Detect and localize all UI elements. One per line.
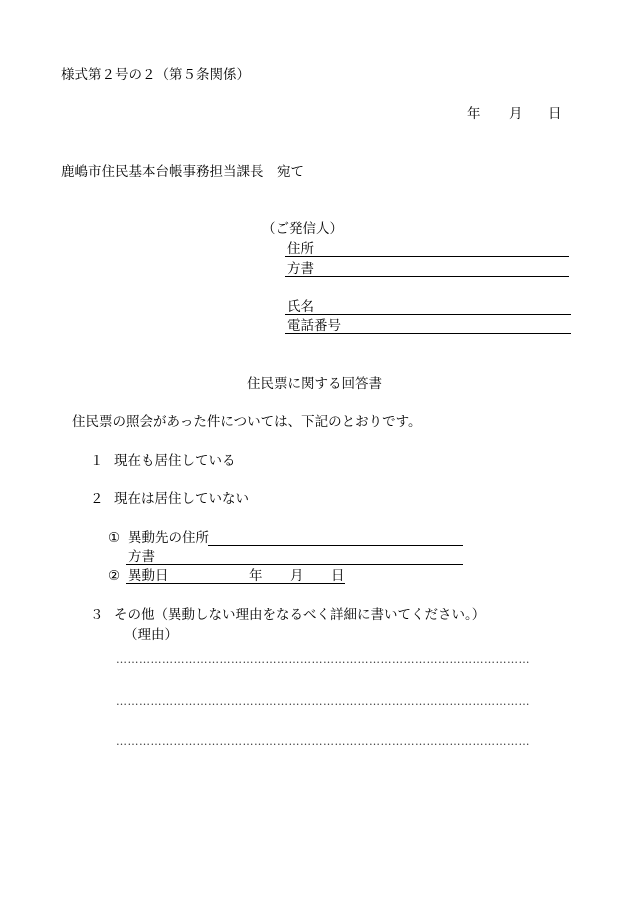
move-date-day-label: 日 <box>331 568 345 584</box>
item2-sub1-marker: ① <box>108 530 121 546</box>
reason-dotted-line-1[interactable]: ……………………………………………………………………………………………… <box>116 653 530 666</box>
new-care-of-line[interactable] <box>126 564 463 565</box>
sender-care-of-label: 方書 <box>287 261 314 277</box>
reason-label: （理由） <box>124 627 178 643</box>
item2-number: ２ <box>90 491 104 507</box>
date-day-label: 日 <box>548 106 562 122</box>
reason-dotted-line-3[interactable]: ……………………………………………………………………………………………… <box>116 735 530 748</box>
intro-text: 住民票の照会があった件については、下記のとおりです。 <box>72 414 422 430</box>
reason-dotted-line-2[interactable]: ……………………………………………………………………………………………… <box>116 695 530 708</box>
sender-name-line[interactable] <box>285 314 571 315</box>
sender-address-line[interactable] <box>285 256 569 257</box>
sender-phone-line[interactable] <box>285 333 571 334</box>
date-month-label: 月 <box>509 106 523 122</box>
sender-address-label: 住所 <box>287 241 314 257</box>
move-date-line[interactable] <box>126 583 345 584</box>
item1-number: １ <box>90 453 104 469</box>
item1-text: 現在も居住している <box>114 453 236 469</box>
move-date-month-label: 月 <box>290 568 304 584</box>
sender-phone-label: 電話番号 <box>287 318 341 334</box>
addressee: 鹿嶋市住民基本台帳事務担当課長 宛て <box>61 164 304 180</box>
item2-text: 現在は居住していない <box>114 491 249 507</box>
document-title: 住民票に関する回答書 <box>247 376 382 392</box>
sender-name-label: 氏名 <box>287 299 314 315</box>
item2-sub2-label: 異動日 <box>128 568 169 584</box>
item3-number: ３ <box>90 607 104 623</box>
move-date-year-label: 年 <box>249 568 263 584</box>
item2-sub2-marker: ② <box>108 568 121 584</box>
date-year-label: 年 <box>467 106 481 122</box>
sender-care-of-line[interactable] <box>285 276 569 277</box>
new-address-line[interactable] <box>208 545 463 546</box>
item3-text: その他（異動しない理由をなるべく詳細に書いてください。） <box>114 607 486 623</box>
sender-heading: （ご発信人） <box>262 221 343 237</box>
item2-sub1-label: 異動先の住所 <box>128 530 209 546</box>
form-number: 様式第２号の２（第５条関係） <box>61 67 250 83</box>
item2-sub1-care-of: 方書 <box>128 549 155 565</box>
